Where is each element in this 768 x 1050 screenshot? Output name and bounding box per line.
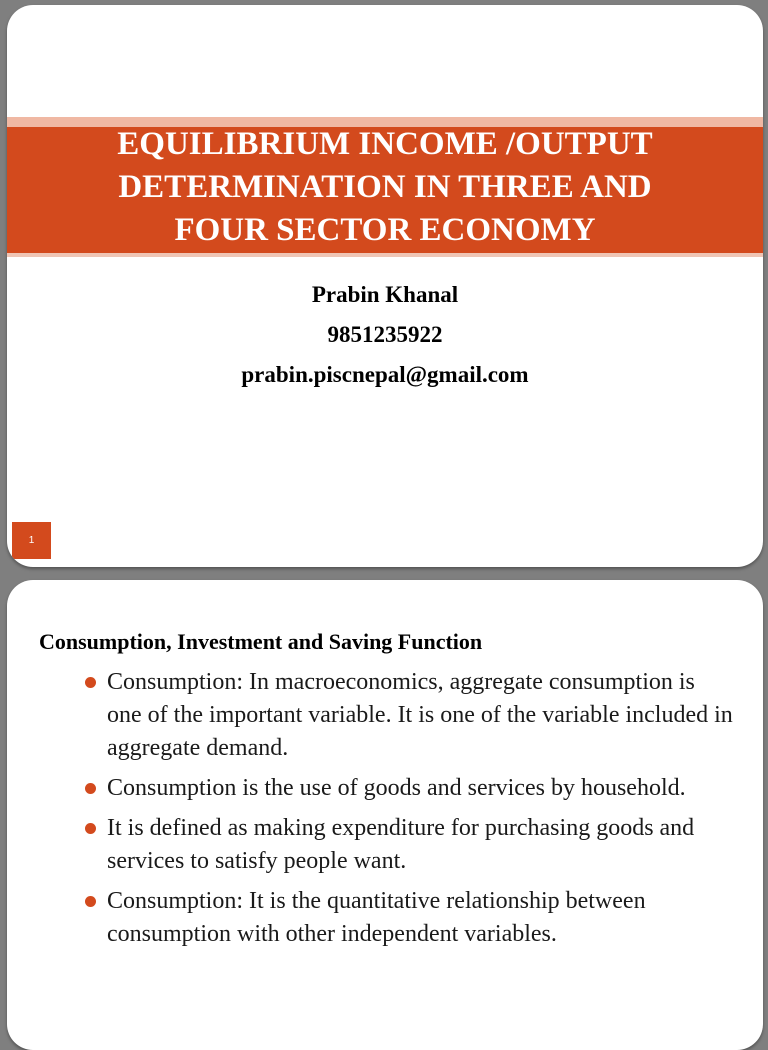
bullet-item	[85, 885, 735, 951]
title-band	[7, 127, 763, 253]
bullet-text: Consumption: It is the quantitative relationship between consumption with other independent variables.	[107, 888, 646, 947]
author-phone: 9851235922	[327, 322, 443, 347]
slide-heading: Consumption, Investment and Saving Function	[39, 629, 483, 654]
author-email: prabin.piscnepal@gmail.com	[241, 362, 529, 387]
bullet-dot-icon	[85, 677, 96, 688]
bullet-dot-icon	[85, 896, 96, 907]
bullet-dot-icon	[85, 783, 96, 794]
title-band-bottom-stripe	[7, 253, 763, 257]
bullet-list	[85, 666, 735, 958]
slide-1	[7, 5, 763, 567]
slide-2	[7, 580, 763, 1050]
author-name: Prabin Khanal	[311, 282, 459, 307]
slide-number-badge: 1	[12, 522, 51, 559]
bullet-item	[85, 772, 735, 805]
bullet-text: Consumption is the use of goods and services by household.	[107, 775, 686, 801]
bullet-item	[85, 666, 735, 765]
author-block	[7, 275, 763, 395]
bullet-item	[85, 812, 735, 878]
bullet-text: Consumption: In macroeconomics, aggregate consumption is one of the important variable. It is one of the variable included in aggregate demand.	[107, 669, 733, 761]
slide-title: EQUILIBRIUM INCOME /OUTPUT DETERMINATION IN THREE AND FOUR SECTOR ECONOMY	[117, 125, 653, 248]
bullet-text: It is defined as making expenditure for purchasing goods and services to satisfy people want.	[107, 815, 695, 874]
bullet-dot-icon	[85, 823, 96, 834]
